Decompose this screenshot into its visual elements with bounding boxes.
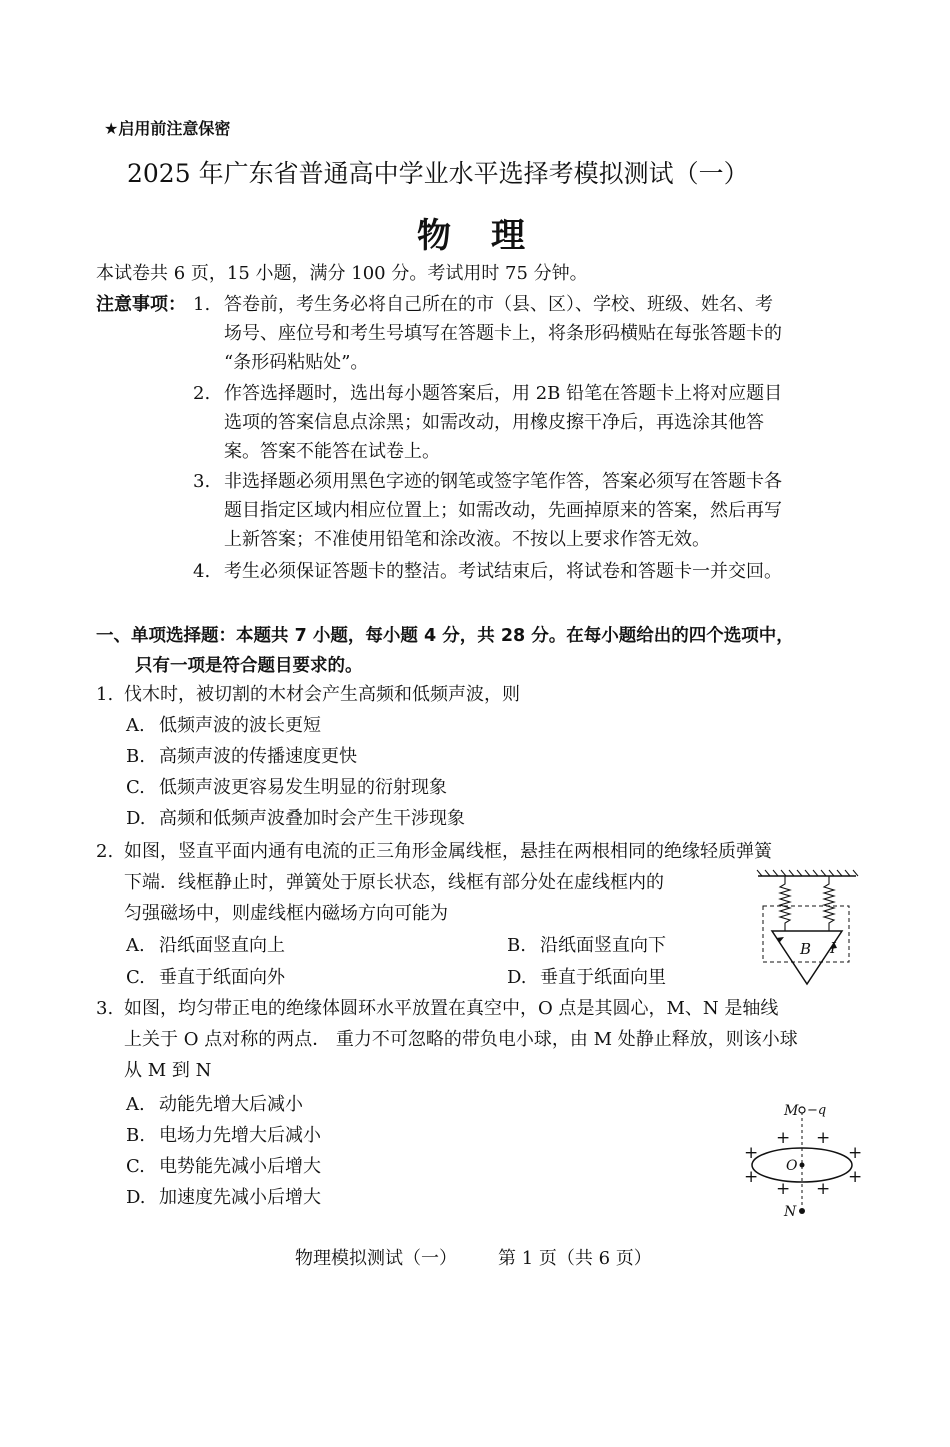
option-text: 垂直于纸面向里 (540, 967, 666, 988)
notice-item-num: 3. (193, 471, 211, 492)
plus-sign: + (776, 1128, 791, 1148)
option-label: B. (126, 1125, 145, 1146)
option-label: D. (507, 967, 527, 988)
center-o-label: O (786, 1158, 798, 1174)
question-stem: 上关于 O 点对称的两点． 重力不可忽略的带负电小球，由 M 处静止释放，则该小球 (124, 1029, 798, 1050)
charge-q-label: −q (807, 1103, 827, 1118)
notice-item-line: 非选择题必须用黑色字迹的钢笔或签字笔作答，答案必须写在答题卡各 (224, 471, 782, 492)
notice-item-num: 2. (193, 383, 211, 404)
option-label: C. (126, 1156, 145, 1177)
plus-sign: + (744, 1167, 759, 1187)
plus-sign: + (848, 1143, 863, 1163)
notice-item-line: 题目指定区域内相应位置上；如需改动，先画掉原来的答案，然后再写 (224, 500, 782, 521)
spring-frame-figure (752, 868, 862, 990)
option-text: 低频声波更容易发生明显的衍射现象 (159, 777, 447, 798)
charged-ring-figure (740, 1098, 865, 1222)
footer-subject: 物理模拟测试（一） (295, 1248, 457, 1269)
option-label: D. (126, 808, 146, 829)
point-n-label: N (784, 1204, 797, 1220)
current-label-i: I (830, 939, 836, 957)
plus-sign: + (776, 1179, 791, 1199)
question-number: 1. (96, 684, 114, 705)
question-number: 2. (96, 841, 114, 862)
option-label: C. (126, 777, 145, 798)
plus-sign: + (816, 1128, 831, 1148)
option-text: 沿纸面竖直向上 (159, 935, 285, 956)
notice-item-line: 选项的答案信息点涂黑；如需改动，用橡皮擦干净后，再选涂其他答 (224, 412, 764, 433)
notice-item-num: 4. (193, 561, 211, 582)
option-text: 加速度先减小后增大 (159, 1187, 321, 1208)
option-label: A. (126, 715, 145, 736)
question-stem: 匀强磁场中，则虚线框内磁场方向可能为 (124, 903, 448, 924)
notice-item-line: 场号、座位号和考生号填写在答题卡上，将条形码横贴在每张答题卡的 (224, 323, 782, 344)
question-stem: 伐木时，被切割的木材会产生高频和低频声波，则 (124, 684, 520, 705)
question-number: 3. (96, 998, 114, 1019)
option-label: A. (126, 1094, 145, 1115)
option-text: 低频声波的波长更短 (159, 715, 321, 736)
notice-item-line: 作答选择题时，选出每小题答案后，用 2B 铅笔在答题卡上将对应题目 (224, 383, 783, 404)
option-label: A. (126, 935, 145, 956)
option-label: C. (126, 967, 145, 988)
question-stem: 下端．线框静止时，弹簧处于原长状态，线框有部分处在虚线框内的 (124, 872, 664, 893)
option-text: 电场力先增大后减小 (159, 1125, 321, 1146)
question-stem: 如图，均匀带正电的绝缘体圆环水平放置在真空中，O 点是其圆心，M、N 是轴线 (124, 998, 779, 1019)
plus-sign: + (744, 1143, 759, 1163)
confidential-mark: ★启用前注意保密 (104, 119, 231, 138)
notice-item-line: 答卷前，考生务必将自己所在的市（县、区）、学校、班级、姓名、考 (224, 294, 773, 315)
notice-label: 注意事项： (96, 294, 186, 315)
option-text: 动能先增大后减小 (159, 1094, 303, 1115)
option-text: 高频和低频声波叠加时会产生干涉现象 (159, 808, 465, 829)
notice-item-line: 考生必须保证答题卡的整洁。考试结束后，将试卷和答题卡一并交回。 (224, 561, 782, 582)
exam-title: 2025 年广东省普通高中学业水平选择考模拟测试（一） (127, 159, 749, 188)
option-label: B. (507, 935, 526, 956)
notice-item-line: 案。答案不能答在试卷上。 (224, 441, 440, 462)
question-stem: 从 M 到 N (124, 1060, 212, 1081)
question-stem: 如图，竖直平面内通有电流的正三角形金属线框，悬挂在两根相同的绝缘轻质弹簧 (124, 841, 772, 862)
point-m-label: M (784, 1103, 799, 1119)
plus-sign: + (816, 1179, 831, 1199)
option-text: 沿纸面竖直向下 (540, 935, 666, 956)
notice-item-num: 1. (193, 294, 211, 315)
option-text: 高频声波的传播速度更快 (159, 746, 357, 767)
exam-intro: 本试卷共 6 页，15 小题，满分 100 分。考试用时 75 分钟。 (96, 263, 588, 284)
notice-item-line: 上新答案；不准使用铅笔和涂改液。不按以上要求作答无效。 (224, 529, 710, 550)
option-label: D. (126, 1187, 146, 1208)
field-label-b: B (800, 940, 812, 958)
section-heading-cont: 只有一项是符合题目要求的。 (135, 656, 363, 676)
plus-sign: + (848, 1167, 863, 1187)
section-heading: 一、单项选择题：本题共 7 小题，每小题 4 分，共 28 分。在每小题给出的四个选项中， (96, 626, 794, 646)
option-text: 电势能先减小后增大 (159, 1156, 321, 1177)
option-label: B. (126, 746, 145, 767)
notice-item-line: “条形码粘贴处”。 (224, 352, 369, 373)
option-text: 垂直于纸面向外 (159, 967, 285, 988)
footer-page-number: 第 1 页（共 6 页） (498, 1248, 652, 1269)
subject-title: 物理 (417, 216, 565, 256)
